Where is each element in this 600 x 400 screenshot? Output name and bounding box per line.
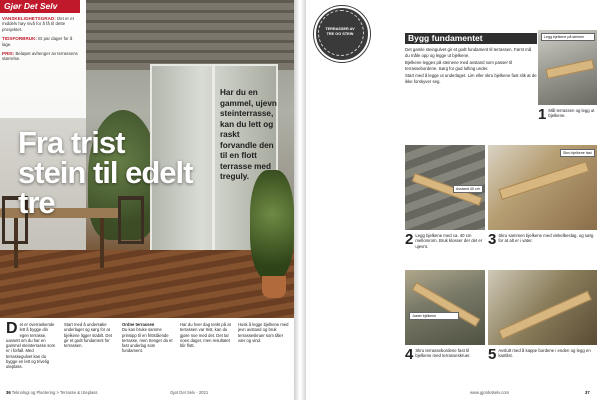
section-title: Bygg fundamentet bbox=[408, 33, 483, 43]
note-time bbox=[2, 36, 80, 47]
intro-paragraph: Bjelkene legges på steinene med avstand som passer til terrassebordene. Sørg for god lufting under. bbox=[405, 60, 513, 71]
body-column bbox=[6, 322, 58, 386]
note-price bbox=[2, 51, 80, 62]
left-page bbox=[0, 0, 294, 400]
photo-label: Avstand 40 cm bbox=[453, 185, 483, 193]
note-title: PRIS: bbox=[2, 51, 15, 57]
potted-plant bbox=[250, 170, 294, 280]
footer-center: Gjør Det Selv · 2021 bbox=[170, 390, 209, 395]
step-caption bbox=[488, 233, 597, 247]
step-number: 1 bbox=[538, 106, 547, 123]
step-number: 3 bbox=[488, 231, 497, 248]
body-column bbox=[238, 322, 290, 386]
step-number: 4 bbox=[405, 346, 414, 363]
note-text: Beløpet avhenger av terrassens størrelse. bbox=[2, 51, 78, 62]
paragraph: et er overraskende lett å bygge din egen terrasse, uansett om du har en gammel steinterrasse som er i forfall. Med terrassegulvet kan du bygge en lett og trivelig uteplass. bbox=[6, 322, 56, 370]
wood-beam bbox=[545, 59, 594, 79]
section-tag bbox=[0, 0, 80, 13]
note-text: Det er et middels høy nivå for å få til dette prosjektet. bbox=[2, 16, 74, 32]
footer-url: www.gjordetselv.com bbox=[470, 390, 510, 395]
page-gutter bbox=[294, 0, 306, 400]
note-title: VANSKELIGHETSGRAD: bbox=[2, 16, 56, 21]
body-column bbox=[122, 322, 174, 386]
table-leg bbox=[100, 218, 104, 268]
wood-beam bbox=[498, 291, 592, 340]
stamp-text: TERRASSER AV TRE OG STEIN bbox=[325, 27, 355, 36]
step1-photo bbox=[538, 30, 597, 105]
body-text bbox=[6, 322, 290, 386]
intro-text bbox=[405, 47, 537, 142]
wooden-deck bbox=[0, 250, 294, 318]
step2-photo bbox=[405, 145, 485, 230]
page-number: 36 bbox=[6, 390, 11, 395]
step-caption bbox=[538, 108, 597, 122]
section-tag-label: Gjør Det Selv bbox=[4, 1, 58, 11]
footer-left bbox=[6, 390, 97, 395]
photo-label: Legg bjelkene på steinen bbox=[541, 33, 595, 41]
step3-photo bbox=[488, 145, 597, 230]
step4-photo bbox=[405, 270, 485, 345]
body-column bbox=[180, 322, 232, 386]
step-text: Skru sammen bjelkene med vinkelbeslag, og sørg for at alt er i vater. bbox=[498, 233, 594, 244]
flower-pot bbox=[262, 276, 286, 298]
step-caption bbox=[488, 348, 597, 362]
door-frame bbox=[212, 64, 215, 278]
paragraph: Du kan bruke samme prinsipp til en frittstående terrasse, men trenger da et fast underlag som fundament. bbox=[122, 327, 173, 354]
intro-paragraph: Start med å legge ut underlaget. Lim eller skru bjelkene fast slik at de ikke forskyver seg. bbox=[405, 73, 537, 84]
paragraph: Husk å legge bjelkene med jevn avstand og bruk terrasseskruer som tåler vær og vind. bbox=[238, 322, 289, 343]
paragraph: Start med å undersøke underlaget og sørg for at bjelkene ligger stabilt. Det gir et godt fundament for terrassen. bbox=[64, 322, 112, 349]
note-text: Et par dager for å lage. bbox=[2, 36, 73, 47]
page-number: 37 bbox=[585, 390, 590, 395]
step-number: 2 bbox=[405, 231, 414, 248]
pull-quote: Har du en gammel, ujevn steinterrasse, kan du lett og raskt forvandle den til en flott terrasse med treguly. bbox=[220, 88, 277, 181]
subheading: Ordne terrassen bbox=[122, 322, 155, 327]
step-text: Mål terrassen og legg ut bjelkene. bbox=[548, 108, 595, 119]
step-number: 5 bbox=[488, 346, 497, 363]
step5-photo bbox=[488, 270, 597, 345]
footer-breadcrumb: Teknologi og Plantering > Terrasse & Uteplass bbox=[11, 390, 98, 395]
paragraph: Har du hver dag tenkt på at terrassen var trist, kan du gjøre noe med det. Det tar noen dager, men resultatet blir flott. bbox=[180, 322, 231, 349]
wood-beam bbox=[499, 161, 590, 200]
photo-label: Juster bjelkene bbox=[409, 312, 459, 320]
article-headline: Fra trist stein til edelt tre bbox=[18, 125, 193, 220]
step-caption bbox=[405, 348, 485, 362]
side-notes bbox=[2, 16, 80, 66]
step-text: Avslutt med å kappe bordene i enden og legg en kantlist. bbox=[498, 348, 591, 359]
step-caption bbox=[405, 233, 485, 249]
body-column bbox=[64, 322, 116, 386]
intro-paragraph: Det gamle steingulvet gir et godt fundament til terrassen. Først må du måle opp og legge ut bjelkene. bbox=[405, 47, 532, 58]
step-text: Skru terrassebordene fast til bjelkene med terrasseskruer. bbox=[415, 348, 471, 359]
photo-label: Skru bjelkene fast bbox=[560, 149, 595, 157]
wood-siding bbox=[86, 0, 294, 70]
step-text: Legg bjelkene med ca. 40 cm mellomrom. Bruk klosser der det er ujevnt. bbox=[415, 233, 483, 249]
note-difficulty bbox=[2, 16, 80, 32]
section-title-bar bbox=[405, 33, 537, 44]
note-title: TIDSFORBRUK: bbox=[2, 36, 37, 42]
drop-cap: D bbox=[6, 322, 18, 337]
